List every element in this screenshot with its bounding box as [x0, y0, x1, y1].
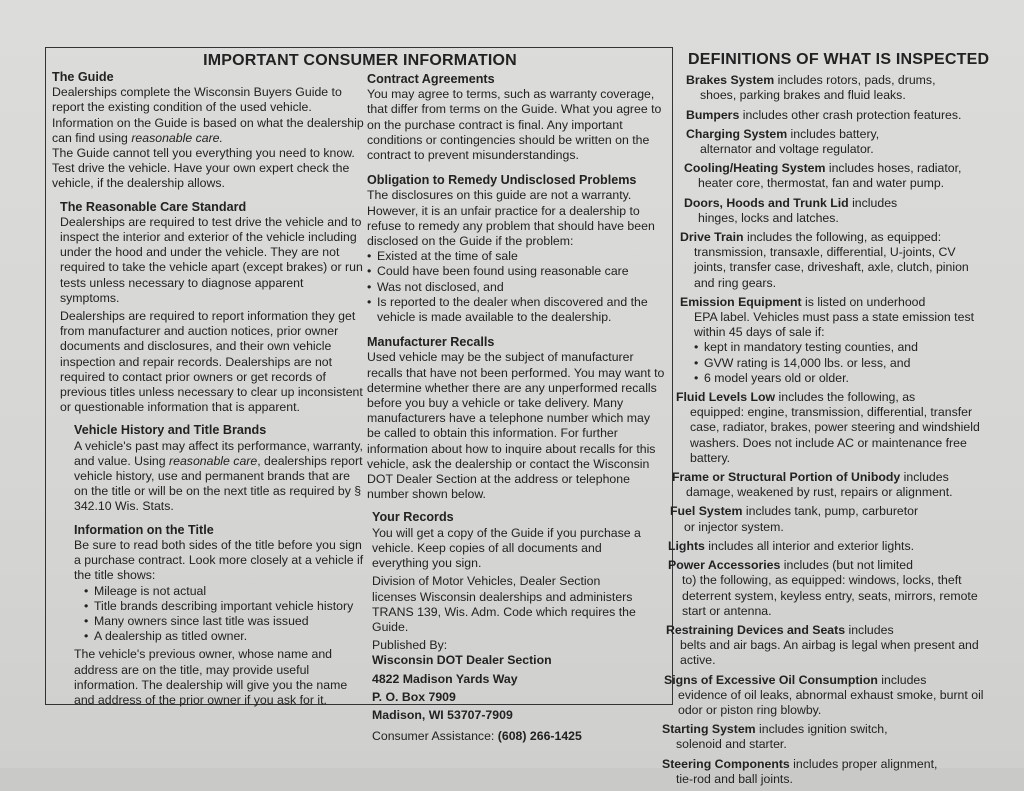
definition-desc: includes ignition switch,	[755, 722, 888, 737]
address-line: P. O. Box 7909	[372, 689, 456, 704]
definition-term: Frame or Structural Portion of Unibody	[672, 470, 901, 485]
address-line: Wisconsin DOT Dealer Section	[372, 653, 552, 668]
definition-continuation: heater core, thermostat, fan and water pump.	[698, 176, 945, 191]
section-recalls	[367, 335, 667, 502]
history-text-b: , dealerships report vehicle history, use and permanent brands that are on the title or will be on the next title as required by § 342.10 Wis. Stats.	[74, 453, 363, 514]
guide-text-2: The Guide cannot tell you everything you need to know. Test drive the vehicle. Have your own expert check the vehicle, if the dealership allows.	[52, 146, 355, 191]
list-item: • Could have been found using reasonable care	[367, 264, 667, 279]
list-item: • Is reported to the dealer when discovered and the vehicle is made available to the dealership.	[367, 295, 667, 325]
definition-term: Brakes System	[686, 73, 775, 88]
title-info-text-1: Be sure to read both sides of the title before you sign a purchase contract. Look more closely at a vehicle if the title shows:	[74, 537, 364, 583]
published-by-label: Published By:	[372, 638, 448, 653]
definition-term: Power Accessories	[668, 558, 781, 573]
history-text-em: reasonable care	[169, 453, 258, 468]
definition-item	[660, 470, 990, 500]
definition-desc: includes	[900, 470, 949, 485]
list-item: • Many owners since last title was issued	[84, 614, 364, 629]
definition-desc: includes the following, as equipped:	[743, 230, 942, 245]
section-guide	[52, 70, 364, 192]
list-item: • 6 model years old or older.	[694, 371, 990, 386]
section-title-info	[52, 523, 364, 708]
definition-desc: includes the following, as	[775, 390, 916, 405]
definition-continuation: shoes, parking brakes and fluid leaks.	[700, 88, 906, 103]
definition-desc: includes other crash protection features.	[739, 107, 962, 122]
definition-desc: is listed on underhood	[801, 294, 926, 309]
definition-term: Drive Train	[680, 230, 744, 245]
definition-item	[660, 539, 990, 554]
definition-term: Fluid Levels Low	[676, 390, 776, 405]
list-item: • Title brands describing important vehicle history	[84, 599, 364, 614]
definition-continuation: belts and air bags. An airbag is legal when present and active.	[680, 638, 979, 668]
definition-continuation: damage, weakened by rust, repairs or alignment.	[686, 485, 953, 500]
definition-item	[660, 230, 990, 291]
list-item: • A dealership as titled owner.	[84, 629, 364, 644]
definition-term: Starting System	[662, 722, 756, 737]
definition-term: Lights	[668, 538, 705, 553]
definition-term: Doors, Hoods and Trunk Lid	[684, 195, 849, 210]
definition-item	[660, 390, 990, 466]
definition-term: Steering Components	[662, 756, 790, 771]
definition-item	[660, 196, 990, 226]
list-item: • GVW rating is 14,000 lbs. or less, and	[694, 356, 990, 371]
heading-obligation: Obligation to Remedy Undisclosed Problems	[367, 173, 637, 188]
definition-item	[660, 127, 990, 157]
guide-text-em: reasonable care.	[131, 130, 223, 145]
records-text-1: You will get a copy of the Guide if you purchase a vehicle. Keep copies of all documents and everything you sign.	[372, 525, 641, 571]
section-history	[52, 423, 364, 514]
definitions-column	[660, 52, 990, 791]
title-info-text-2: The vehicle's previous owner, whose name and address are on the title, may provide useful information. The dealership will give you the name and address of the prior owner if you ask for it.	[74, 647, 348, 707]
definition-desc: includes proper alignment,	[789, 756, 938, 771]
definition-continuation: tie-rod and ball joints.	[676, 771, 793, 786]
definition-term: Signs of Excessive Oil Consumption	[664, 672, 878, 687]
definition-item	[660, 73, 990, 103]
definition-continuation: or injector system.	[684, 519, 784, 534]
consumer-assistance	[372, 729, 642, 744]
definition-item	[660, 623, 990, 669]
definition-term: Bumpers	[686, 107, 740, 122]
definition-continuation: equipped: engine, transmission, differential, transfer case, radiator, brakes, power steering and windshield washers. Does not include AC or maintenance free battery.	[690, 405, 980, 465]
reasonable-care-text-1: Dealerships are required to test drive the vehicle and to inspect the interior and exterior of the vehicle including under the hood and under the vehicle. They are not required to take the vehicle apart (except brakes) or run tests unless necessary to diagnose apparent symptoms.	[60, 214, 363, 305]
history-text-a: A vehicle's past may affect its performance, warranty, and value. Using	[74, 438, 363, 468]
assistance-label: Consumer Assistance:	[372, 729, 498, 744]
heading-reasonable-care: The Reasonable Care Standard	[60, 199, 247, 214]
definition-continuation: solenoid and starter.	[676, 737, 787, 752]
definition-continuation: hinges, locks and latches.	[698, 210, 839, 225]
records-text-2: Division of Motor Vehicles, Dealer Section licenses Wisconsin dealerships and administers TRANS 139, Wis. Adm. Code which requires the Guide.	[372, 574, 636, 634]
definition-continuation: alternator and voltage regulator.	[700, 142, 874, 157]
address-line: 4822 Madison Yards Way	[372, 671, 518, 686]
heading-records: Your Records	[372, 510, 454, 525]
heading-contract: Contract Agreements	[367, 72, 495, 86]
definition-item	[660, 295, 990, 386]
definition-continuation: to) the following, as equipped: windows, locks, theft deterrent system, keyless entry, seats, mirrors, remote start or antenna.	[682, 573, 978, 618]
title-info-bullets	[74, 584, 364, 645]
obligation-text: The disclosures on this guide are not a warranty. However, it is an unfair practice for a dealership to refuse to remedy any problem that should have been disclosed on the Guide if the problem:	[367, 188, 655, 249]
definition-item	[660, 757, 990, 787]
list-item: • Mileage is not actual	[84, 584, 364, 599]
heading-recalls: Manufacturer Recalls	[367, 335, 495, 350]
consumer-info-title: IMPORTANT CONSUMER INFORMATION	[203, 52, 517, 69]
definitions-list	[660, 73, 990, 787]
definition-desc: includes	[877, 672, 927, 687]
definition-term: Emission Equipment	[680, 294, 802, 309]
definition-item	[660, 108, 990, 123]
definition-desc: includes tank, pump, carburetor	[742, 504, 919, 519]
definitions-title: DEFINITIONS OF WHAT IS INSPECTED	[688, 51, 990, 68]
list-item: • Was not disclosed, and	[367, 280, 667, 295]
section-records	[367, 510, 642, 744]
guide-text	[52, 85, 364, 146]
definition-term: Charging System	[686, 126, 788, 141]
contract-text: You may agree to terms, such as warranty coverage, that differ from terms on the Guide. What you agree to on the purchase contract is final. Any important conditions or contingencies should be written on the contract to prevent misunderstandings.	[367, 87, 662, 163]
obligation-bullets	[367, 249, 667, 325]
definition-desc: includes hoses, radiator,	[825, 161, 962, 176]
definition-item	[660, 722, 990, 752]
history-text	[74, 439, 364, 515]
section-reasonable-care	[52, 200, 364, 416]
definition-item	[660, 504, 990, 534]
emission-bullets	[680, 340, 990, 386]
definition-desc: includes	[845, 622, 894, 637]
definition-desc: includes (but not limited	[780, 558, 913, 573]
recalls-text: Used vehicle may be the subject of manufacturer recalls that have not been performed. You may want to determine whether there are any unperformed recalls before you buy a vehicle or take delivery. Many manufacturers have a telephone number which may be called to obtain this information. For further information about how to inquire about recalls for this vehicle, ask the dealership or contact the Wisconsin DOT Dealer Section at the address or telephone number shown below.	[367, 350, 665, 502]
definition-term: Fuel System	[670, 504, 743, 519]
definition-desc: includes all interior and exterior lights.	[704, 538, 915, 553]
definition-continuation: evidence of oil leaks, abnormal exhaust smoke, burnt oil odor or piston ring blowby.	[678, 687, 984, 717]
section-contract	[367, 72, 667, 163]
definition-continuation: EPA label. Vehicles must pass a state emission test within 45 days of sale if:	[694, 310, 975, 340]
left-column	[52, 70, 364, 713]
heading-guide: The Guide	[52, 70, 114, 84]
definition-desc: includes rotors, pads, drums,	[774, 73, 936, 88]
definition-term: Cooling/Heating System	[684, 161, 826, 176]
reasonable-care-text-2: Dealerships are required to report information they get from manufacturer and auction notices, prior owner documents and disclosures, and their own vehicle inspection and repair records. Dealerships are not required to contact prior owners or get records of previous titles unless necessary to clear up inconsistent or questionable information that is apparent.	[60, 309, 363, 415]
heading-title-info: Information on the Title	[74, 522, 214, 537]
definition-item	[660, 673, 990, 719]
definition-item	[660, 558, 990, 619]
list-item: • kept in mandatory testing counties, and	[694, 340, 990, 355]
middle-column	[367, 72, 667, 749]
definition-desc: includes battery,	[787, 126, 880, 141]
guide-text-1: Dealerships complete the Wisconsin Buyers Guide to report the existing condition of the used vehicle. Information on the Guide is based on what the dealership can find using	[52, 85, 364, 145]
definition-desc: includes	[848, 195, 898, 210]
definition-term: Restraining Devices and Seats	[666, 622, 846, 637]
list-item: • Existed at the time of sale	[367, 249, 667, 264]
section-obligation	[367, 173, 667, 325]
heading-history: Vehicle History and Title Brands	[74, 423, 267, 438]
address-line: Madison, WI 53707-7909	[372, 707, 513, 722]
definition-item	[660, 161, 990, 191]
assistance-phone: (608) 266-1425	[497, 729, 582, 744]
definition-continuation: transmission, transaxle, differential, U-joints, CV joints, transfer case, driveshaft, axle, clutch, pinion and ring gears.	[694, 245, 969, 290]
